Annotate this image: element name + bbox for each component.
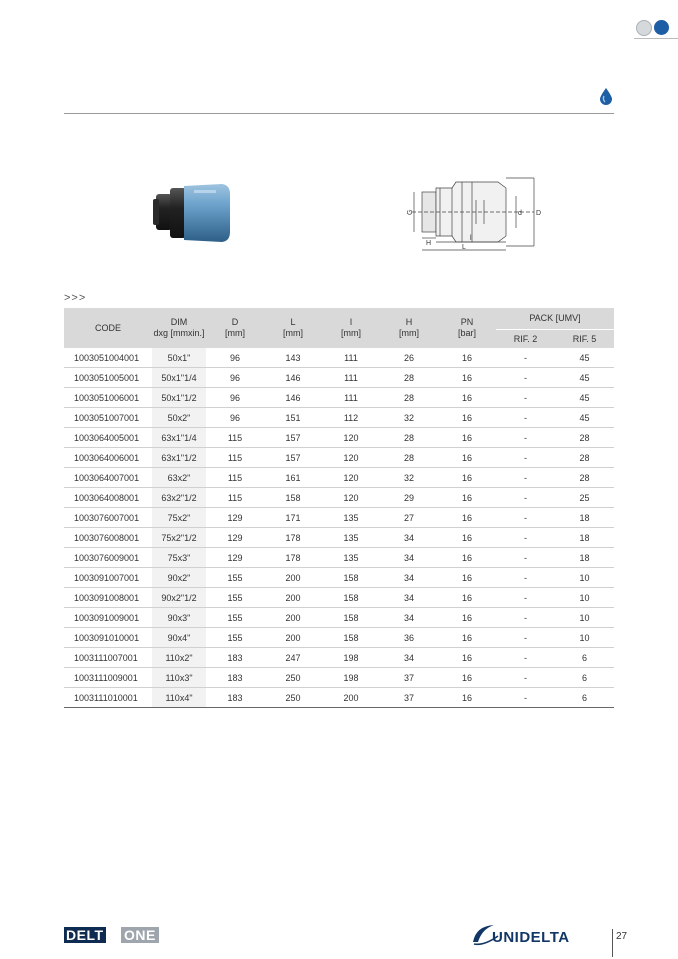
- cell-h: 34: [380, 528, 438, 548]
- deltone-logo-delt: DELT: [66, 927, 104, 943]
- cell-rif2: -: [496, 408, 555, 428]
- cell-L: 161: [264, 468, 322, 488]
- cell-dim: 110x3": [152, 668, 206, 688]
- cell-d: 183: [206, 668, 264, 688]
- table-row: [64, 408, 614, 428]
- cell-L: 146: [264, 368, 322, 388]
- cell-L: 247: [264, 648, 322, 668]
- table-row: [64, 428, 614, 448]
- cell-code: 1003111007001: [64, 648, 152, 668]
- table-row: [64, 548, 614, 568]
- cell-d: 155: [206, 568, 264, 588]
- cell-l: 135: [322, 528, 380, 548]
- cell-pn: 16: [438, 668, 496, 688]
- cell-rif5: 28: [555, 428, 614, 448]
- cell-d: 96: [229, 352, 240, 363]
- drawing-label-d: d: [518, 210, 522, 217]
- cell-rif2: -: [496, 388, 555, 408]
- cell-rif2: -: [496, 628, 555, 648]
- cell-d: 155: [206, 628, 264, 648]
- cell-d: 183: [206, 688, 264, 708]
- cell-code: 1003076008001: [64, 528, 152, 548]
- cell-pn: 16: [438, 548, 496, 568]
- cell-d: 115: [206, 448, 264, 468]
- cell-code: 1003091008001: [64, 588, 152, 608]
- deltone-logo: [64, 927, 174, 943]
- cell-rif2: -: [496, 368, 555, 388]
- cell-rif5: 18: [555, 528, 614, 548]
- top-divider: [634, 38, 678, 39]
- col-header-h: [380, 308, 438, 348]
- cell-L: 157: [264, 428, 322, 448]
- cell-h: 26: [403, 352, 414, 363]
- cell-l: 200: [322, 688, 380, 708]
- table-row: [64, 528, 614, 548]
- col-header-l-unit: [mm]: [341, 328, 361, 338]
- cell-pn: 16: [438, 608, 496, 628]
- table-row: [64, 688, 614, 708]
- col-header-d-title: D: [231, 317, 239, 327]
- cell-d: 115: [206, 428, 264, 448]
- drawing-label-D-upper: D: [536, 210, 542, 217]
- cell-rif5: 6: [555, 668, 614, 688]
- cell-dim: 90x4": [152, 628, 206, 648]
- col-header-pn: [438, 308, 496, 348]
- cell-dim: 50x1"1/4: [152, 368, 206, 388]
- cell-l: 120: [322, 488, 380, 508]
- compression-fitting-drawing: [402, 170, 550, 252]
- cell-L: 250: [264, 688, 322, 708]
- unidelta-wordmark: UNIDELTA: [492, 929, 570, 946]
- compression-fitting-photo: [152, 180, 232, 246]
- col-header-d: [206, 308, 264, 348]
- col-header-d-unit: [mm]: [225, 328, 245, 338]
- cell-d: 96: [206, 388, 264, 408]
- cell-dim: 63x2": [152, 468, 206, 488]
- cell-pn: 16: [438, 688, 496, 708]
- cell-rif2: -: [496, 448, 555, 468]
- cell-h: 34: [380, 568, 438, 588]
- cell-d: 115: [206, 488, 264, 508]
- header-divider: [64, 113, 614, 114]
- cell-l: 120: [322, 448, 380, 468]
- cell-pn: 16: [438, 628, 496, 648]
- cell-dim: 110x4": [152, 688, 206, 708]
- cell-L: 200: [264, 568, 322, 588]
- cell-dim: 90x3": [152, 608, 206, 628]
- cell-d: 129: [206, 508, 264, 528]
- drawing-label-l: l: [470, 235, 472, 242]
- cell-rif5: 6: [555, 648, 614, 668]
- cell-rif5: 28: [555, 448, 614, 468]
- table-row: [64, 568, 614, 588]
- cell-rif5: 10: [555, 588, 614, 608]
- col-header-l-title: l: [350, 317, 352, 327]
- section-marker: >>>: [64, 292, 87, 304]
- cell-l: 198: [322, 668, 380, 688]
- cell-code: 1003051005001: [64, 368, 152, 388]
- col-header-L-unit: [mm]: [283, 328, 303, 338]
- unidelta-logo: [470, 920, 606, 950]
- cell-rif5: 10: [555, 608, 614, 628]
- cell-L: 171: [264, 508, 322, 528]
- table-row: [64, 608, 614, 628]
- cell-h: 34: [380, 588, 438, 608]
- col-header-L: [264, 308, 322, 348]
- col-header-h-unit: [mm]: [399, 328, 419, 338]
- cell-pn: 16: [438, 428, 496, 448]
- cell-pn: 16: [438, 528, 496, 548]
- cell-d: 96: [206, 368, 264, 388]
- cell-L: 200: [264, 628, 322, 648]
- cell-pn: 16: [438, 508, 496, 528]
- cell-dim: 75x3": [152, 548, 206, 568]
- cell-h: 34: [380, 608, 438, 628]
- cell-code: 1003076007001: [64, 508, 152, 528]
- col-header-pack: PACK [UMV]: [496, 308, 614, 330]
- cell-dim: 63x1"1/4: [152, 428, 206, 448]
- cell-h: 34: [380, 548, 438, 568]
- cell-code: 1003111010001: [64, 688, 152, 708]
- cell-d: 129: [206, 528, 264, 548]
- cell-rif2: -: [496, 548, 555, 568]
- cell-rif2: -: [496, 608, 555, 628]
- cell-d: 155: [206, 608, 264, 628]
- cell-h: 32: [380, 468, 438, 488]
- water-drop-icon: [599, 87, 613, 105]
- cell-d: 129: [206, 548, 264, 568]
- col-header-l: [322, 308, 380, 348]
- cell-dim: 90x2"1/2: [152, 588, 206, 608]
- globe-icon: [636, 20, 652, 36]
- cell-rif2: -: [496, 568, 555, 588]
- cell-pn: 16: [438, 468, 496, 488]
- cell-l: 135: [322, 548, 380, 568]
- table-row: [64, 668, 614, 688]
- cell-code: 1003064005001: [64, 428, 152, 448]
- col-header-dim-sub: dxg [mmxin.]: [153, 328, 205, 338]
- cell-h: 27: [380, 508, 438, 528]
- col-header-pn-unit: [bar]: [457, 328, 476, 338]
- cell-l: 158: [322, 588, 380, 608]
- cell-code: 1003064006001: [64, 448, 152, 468]
- cell-h: 29: [380, 488, 438, 508]
- cell-rif5: 10: [555, 628, 614, 648]
- cell-rif2: -: [496, 528, 555, 548]
- cell-l: 120: [322, 428, 380, 448]
- cell-dim: 50x1": [152, 348, 206, 368]
- cell-l: 111: [322, 388, 380, 408]
- cell-h: 32: [380, 408, 438, 428]
- cell-L: 146: [264, 388, 322, 408]
- cell-rif2: -: [496, 648, 555, 668]
- cell-dim: 75x2"1/2: [152, 528, 206, 548]
- cell-pn: 16: [438, 388, 496, 408]
- cell-rif5: 25: [555, 488, 614, 508]
- cell-h: 28: [380, 448, 438, 468]
- cell-rif2: -: [496, 508, 555, 528]
- cell-L: 143: [285, 352, 301, 363]
- cell-rif5: 18: [555, 548, 614, 568]
- table-row: [64, 588, 614, 608]
- cell-rif5: 28: [555, 468, 614, 488]
- col-header-h-title: H: [405, 317, 413, 327]
- cell-h: 28: [380, 368, 438, 388]
- cell-code: 1003051004001: [74, 352, 140, 363]
- cell-pn: 16: [438, 448, 496, 468]
- table-row: [64, 628, 614, 648]
- cell-l: 135: [322, 508, 380, 528]
- table-row: [64, 468, 614, 488]
- cell-pn: 16: [438, 488, 496, 508]
- cell-rif2: -: [496, 668, 555, 688]
- cell-L: 158: [264, 488, 322, 508]
- cell-rif2: -: [496, 688, 555, 708]
- page-number: 27: [616, 931, 628, 942]
- cell-dim: 63x2"1/2: [152, 488, 206, 508]
- cell-rif5: 45: [555, 388, 614, 408]
- cell-d: 115: [206, 468, 264, 488]
- col-header-dim: [152, 308, 206, 348]
- cell-dim: 90x2": [152, 568, 206, 588]
- cell-pn: 16: [438, 568, 496, 588]
- cell-h: 37: [380, 688, 438, 708]
- blue-dot-icon: [654, 20, 669, 35]
- deltone-logo-one: ONE: [121, 927, 159, 943]
- table-row: [64, 488, 614, 508]
- cell-code: 1003111009001: [64, 668, 152, 688]
- cell-L: 200: [264, 608, 322, 628]
- table-body: [64, 348, 614, 708]
- cell-h: 34: [380, 648, 438, 668]
- cell-dim: 50x2": [152, 408, 206, 428]
- cell-dim: 50x1"1/2: [152, 388, 206, 408]
- cell-pn: 16: [438, 588, 496, 608]
- col-header-dim-title: DIM: [170, 317, 188, 327]
- cell-L: 178: [264, 548, 322, 568]
- cell-l: 158: [322, 608, 380, 628]
- cell-rif2: -: [496, 428, 555, 448]
- cell-l: 112: [322, 408, 380, 428]
- cell-code: 1003091010001: [64, 628, 152, 648]
- header-icons: [634, 18, 674, 36]
- cell-rif5: 45: [555, 408, 614, 428]
- cell-rif2: -: [496, 488, 555, 508]
- cell-rif2: -: [524, 352, 527, 363]
- cell-code: 1003091007001: [64, 568, 152, 588]
- cell-L: 200: [264, 588, 322, 608]
- cell-code: 1003091009001: [64, 608, 152, 628]
- cell-code: 1003051007001: [64, 408, 152, 428]
- cell-l: 198: [322, 648, 380, 668]
- drawing-label-g: G: [407, 209, 414, 215]
- cell-h: 28: [380, 388, 438, 408]
- cell-rif2: -: [496, 588, 555, 608]
- cell-h: 36: [380, 628, 438, 648]
- cell-pn: 16: [438, 408, 496, 428]
- page-number-divider: [612, 929, 613, 957]
- cell-L: 178: [264, 528, 322, 548]
- cell-l: 111: [322, 368, 380, 388]
- cell-h: 37: [380, 668, 438, 688]
- cell-dim: 75x2": [152, 508, 206, 528]
- cell-h: 28: [380, 428, 438, 448]
- table-row: [64, 648, 614, 668]
- col-header-code: CODE: [64, 308, 152, 348]
- drawing-label-L: L: [462, 244, 466, 251]
- table-row: [64, 348, 614, 368]
- cell-l: 158: [322, 568, 380, 588]
- cell-code: 1003064008001: [64, 488, 152, 508]
- cell-rif2: -: [496, 468, 555, 488]
- cell-rif5: 10: [555, 568, 614, 588]
- col-header-rif5: RIF. 5: [555, 330, 614, 349]
- cell-d: 183: [206, 648, 264, 668]
- cell-l: 120: [322, 468, 380, 488]
- drawing-label-H: H: [426, 240, 432, 247]
- cell-d: 96: [206, 408, 264, 428]
- cell-pn: 16: [438, 648, 496, 668]
- cell-L: 250: [264, 668, 322, 688]
- cell-code: 1003051006001: [64, 388, 152, 408]
- cell-d: 155: [206, 588, 264, 608]
- cell-L: 151: [264, 408, 322, 428]
- product-spec-table: [64, 308, 614, 708]
- cell-pn: 16: [438, 368, 496, 388]
- cell-rif5: 18: [555, 508, 614, 528]
- cell-dim: 63x1"1/2: [152, 448, 206, 468]
- table-row: [64, 388, 614, 408]
- cell-dim: 110x2": [152, 648, 206, 668]
- cell-rif5: 45: [579, 352, 590, 363]
- col-header-rif2: RIF. 2: [496, 330, 555, 349]
- cell-l: 111: [344, 352, 358, 363]
- table-row: [64, 508, 614, 528]
- cell-rif5: 6: [555, 688, 614, 708]
- cell-L: 157: [264, 448, 322, 468]
- cell-code: 1003064007001: [64, 468, 152, 488]
- table-row: [64, 368, 614, 388]
- table-row: [64, 448, 614, 468]
- cell-l: 158: [322, 628, 380, 648]
- cell-code: 1003076009001: [64, 548, 152, 568]
- cell-pn: 16: [461, 352, 472, 363]
- col-header-L-title: L: [290, 317, 296, 327]
- cell-rif5: 45: [555, 368, 614, 388]
- col-header-pn-title: PN: [460, 317, 474, 327]
